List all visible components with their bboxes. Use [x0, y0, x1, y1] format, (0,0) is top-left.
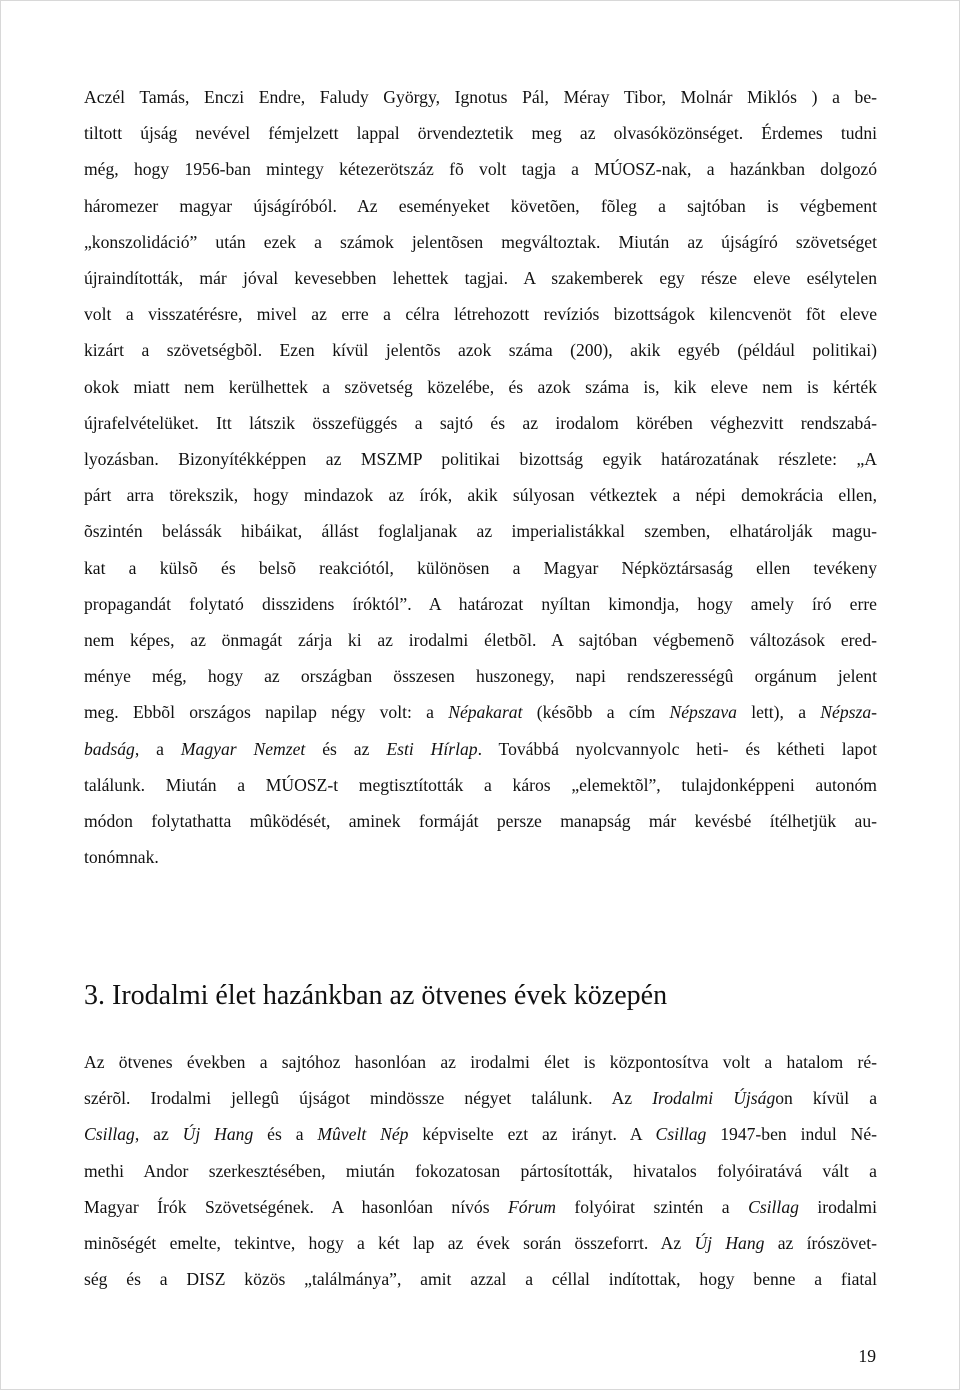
text-line: lyozásban. Bizonyítékképpen az MSZMP politikai bizottság egyik határozatának részlete: „A	[84, 449, 877, 470]
text-line	[84, 1080, 877, 1116]
newspaper-title: badság	[84, 738, 135, 759]
newspaper-title: Magyar Nemzet	[180, 738, 306, 759]
text-run: folyóirat szintén a	[555, 1196, 749, 1217]
text-run: lett), a	[736, 702, 821, 723]
text-run: irodalmi	[798, 1196, 878, 1217]
text-run: . Továbbá nyolcvannyolc heti- és kétheti lapot	[477, 738, 877, 759]
text-line: módon folytathatta mûködését, aminek formáját persze manapság már kevésbé ítélhetjük au-	[84, 811, 877, 832]
journal-title: Csillag	[748, 1196, 799, 1217]
text-run: meg. Ebbõl országos napilap négy volt: a	[84, 702, 449, 723]
text-line: háromezer magyar újságíróból. Az eseményeket követõen, fõleg a sajtóban is végbement	[84, 195, 877, 216]
journal-title: Új Hang	[694, 1233, 765, 1254]
text-line: ménye még, hogy az országban összesen huszonegy, napi rendszerességû orgánum jelent	[84, 666, 877, 687]
journal-title: Mûvelt Nép	[317, 1124, 409, 1145]
body-paragraph	[84, 1044, 877, 1297]
text-line: Az ötvenes években a sajtóhoz hasonlóan az irodalmi élet is központosítva volt a hatalom ré-	[84, 1052, 877, 1072]
text-line: õszintén belássák hibáikat, állást foglaljanak az imperialistákkal szemben, elhatárolják magu-	[84, 521, 877, 542]
section-heading: 3. Irodalmi élet hazánkban az ötvenes évek közepén	[84, 980, 668, 1011]
text-line	[84, 731, 877, 767]
newspaper-title: Népszava	[669, 702, 737, 723]
newspaper-title: Népsza-	[820, 702, 877, 723]
text-line: volt a visszatérésre, mivel az erre a célra létrehozott revíziós bizottságok kilencvenöt fõt eleve	[84, 304, 877, 325]
journal-title: Új Hang	[182, 1124, 254, 1145]
text-run: az írószövet-	[764, 1233, 877, 1254]
text-line: újraindították, már jóval kevesebben lehettek tagjai. A szakemberek egy része eleve esélytelen	[84, 268, 877, 289]
text-line: kat a külsõ és belsõ reakciótól, különösen a Magyar Népköztársaság ellen tevékeny	[84, 557, 877, 578]
journal-title: Csillag	[655, 1124, 707, 1145]
body-paragraph	[84, 79, 877, 875]
text-line: újrafelvételüket. Itt látszik összefüggés a sajtó és az irodalom körében véghezvitt rendszabá-	[84, 412, 877, 433]
text-line: „konszolidáció” után ezek a számok jelentõsen megváltoztak. Miután az újságíró szövetséget	[84, 231, 877, 252]
newspaper-title: Népakarat	[448, 702, 523, 723]
text-line: tiltott újság nevével fémjelzett lappal örvendeztetik meg az olvasóközönséget. Érdemes tudni	[84, 123, 877, 144]
journal-title: Fórum	[508, 1196, 556, 1217]
newspaper-title: Esti Hírlap	[386, 738, 478, 759]
text-line: még, hogy 1956-ban mintegy kétezerötszáz fõ volt tagja a MÚOSZ-nak, a hazánkban dolgozó	[84, 159, 877, 180]
text-line: ség és a DISZ közös „találmánya”, amit azzal a céllal indítottak, hogy benne a fiatal	[84, 1269, 877, 1290]
text-line: tonómnak.	[84, 847, 159, 868]
text-run: on kívül a	[775, 1088, 877, 1109]
text-line: kizárt a szövetségbõl. Ezen kívül jelentõs azok száma (200), akik egyéb (például politikai)	[84, 340, 877, 361]
text-run: minõségét emelte, tekintve, hogy a két lap az évek során összeforrt. Az	[84, 1233, 695, 1254]
journal-title: Irodalmi Újság	[652, 1088, 776, 1109]
text-line: methi Andor szerkesztésében, miután fokozatosan pártosították, hivatalos folyóiratává vált a	[84, 1160, 877, 1181]
text-run: és az	[305, 738, 387, 759]
text-run: , az	[134, 1124, 183, 1145]
text-run: szérõl. Irodalmi jellegû újságot mindössze négyet találunk. Az	[84, 1088, 653, 1109]
text-run: és a	[253, 1124, 318, 1145]
text-line	[84, 1116, 877, 1152]
text-line: propagandát folytató disszidens íróktól”. A határozat nyíltan kimondja, hogy amely író erre	[84, 593, 877, 614]
text-run: képviselte ezt az irányt. A	[408, 1124, 656, 1145]
text-run: 1947-ben indul Né-	[706, 1124, 878, 1145]
text-line: okok miatt nem kerülhettek a szövetség közelébe, és azok száma is, kik eleve nem is kérték	[84, 376, 877, 397]
text-line	[84, 1189, 877, 1225]
journal-title: Csillag	[84, 1124, 135, 1145]
text-line	[84, 694, 877, 730]
text-line: nem képes, az önmagát zárja ki az irodalmi életbõl. A sajtóban végbemenõ változások ered-	[84, 630, 877, 651]
text-run: (késõbb a cím	[522, 702, 670, 723]
text-line: találunk. Miután a MÚOSZ-t megtisztították a káros „elemektõl”, tulajdonképpeni autonóm	[84, 774, 877, 795]
text-line: párt arra törekszik, hogy mindazok az írók, akik súlyosan vétkeztek a népi demokrácia ellen,	[84, 485, 877, 506]
text-line: Aczél Tamás, Enczi Endre, Faludy György, Ignotus Pál, Méray Tibor, Molnár Miklós ) a be-	[84, 87, 877, 107]
text-run: Magyar Írók Szövetségének. A hasonlóan nívós	[84, 1196, 509, 1217]
text-line	[84, 1225, 877, 1261]
page-number: 19	[858, 1346, 876, 1366]
text-run: , a	[134, 738, 181, 759]
